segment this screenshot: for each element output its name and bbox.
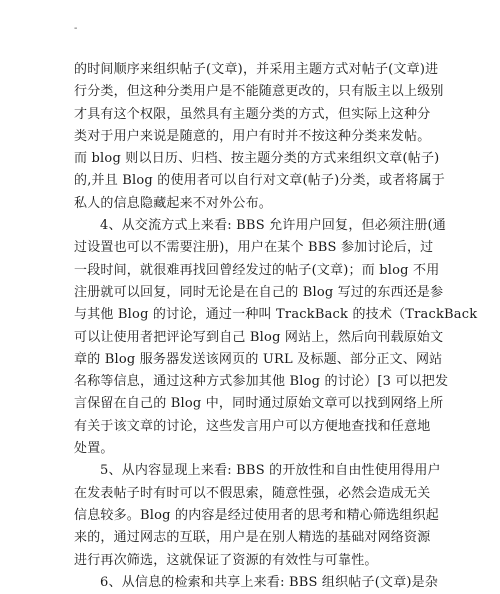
header-mark: - xyxy=(74,23,78,34)
text-line: 才具有这个权限，虽然具有主题分类的方式，但实际上这种分 xyxy=(74,106,431,122)
text-line: 行分类，但这种分类用户是不能随意更改的，只有版主以上级别 xyxy=(74,84,444,100)
text-line: 5、从内容显现上来看: BBS 的开放性和自由性使用得用户 xyxy=(100,463,441,479)
text-line: 可以让使用者把评论写到自己 Blog 网站上，然后向刊载原始文 xyxy=(74,329,444,345)
text-line: 处置。 xyxy=(74,441,114,457)
text-line: 信息较多。Blog 的内容是经过使用者的思考和精心筛选组织起 xyxy=(74,507,439,523)
text-line: 注册就可以回复，同时无论是在自己的 Blog 写过的东西还是参 xyxy=(74,284,444,300)
text-line: 进行再次筛选，这就保证了资源的有效性与可靠性。 xyxy=(74,552,378,568)
text-line: 6、从信息的检索和共享上来看: BBS 组织帖子(文章)是杂 xyxy=(100,574,439,590)
text-line: 的,并且 Blog 的使用者可以自行对文章(帖子)分类，或者将属于 xyxy=(74,173,446,189)
text-line: 类对于用户来说是随意的，用户有时并不按这种分类来发帖。 xyxy=(74,128,431,144)
text-line: 的时间顺序来组织帖子(文章)，并采用主题方式对帖子(文章)进 xyxy=(74,62,439,77)
text-line: 在发表帖子时有时可以不假思索，随意性强，必然会造成无关 xyxy=(74,485,431,501)
body-text xyxy=(74,59,478,594)
text-line: 而 blog 则以日历、归档、按主题分类的方式来组织文章(帖子) xyxy=(74,151,440,167)
text-line: 有关于该文章的讨论，这些发言用户可以方便地查找和任意地 xyxy=(74,418,431,434)
text-line: 私人的信息隐藏起来不对外公布。 xyxy=(74,195,273,211)
text-line: 过设置也可以不需要注册)，用户在某个 BBS 参加讨论后，过 xyxy=(74,240,434,256)
text-line: 言保留在自己的 Blog 中，同时通过原始文章可以找到网络上所 xyxy=(74,396,444,412)
text-line: 章的 Blog 服务器发送该网页的 URL 及标题、部分正文、网站 xyxy=(74,351,443,367)
text-line: 与其他 Blog 的讨论，通过一种叫 TrackBack 的技术（TrackBack xyxy=(74,307,478,323)
text-line: 一段时间，就很难再找回曾经发过的帖子(文章)；而 blog 不用 xyxy=(74,262,440,278)
text-line: 4、从交流方式上来看: BBS 允许用户回复，但必须注册(通 xyxy=(100,218,446,234)
text-line: 来的，通过网志的互联，用户是在别人精选的基础对网络资源 xyxy=(74,530,431,546)
text-line: 名称等信息，通过这种方式参加其他 Blog 的讨论）[3 可以把发 xyxy=(74,374,449,390)
